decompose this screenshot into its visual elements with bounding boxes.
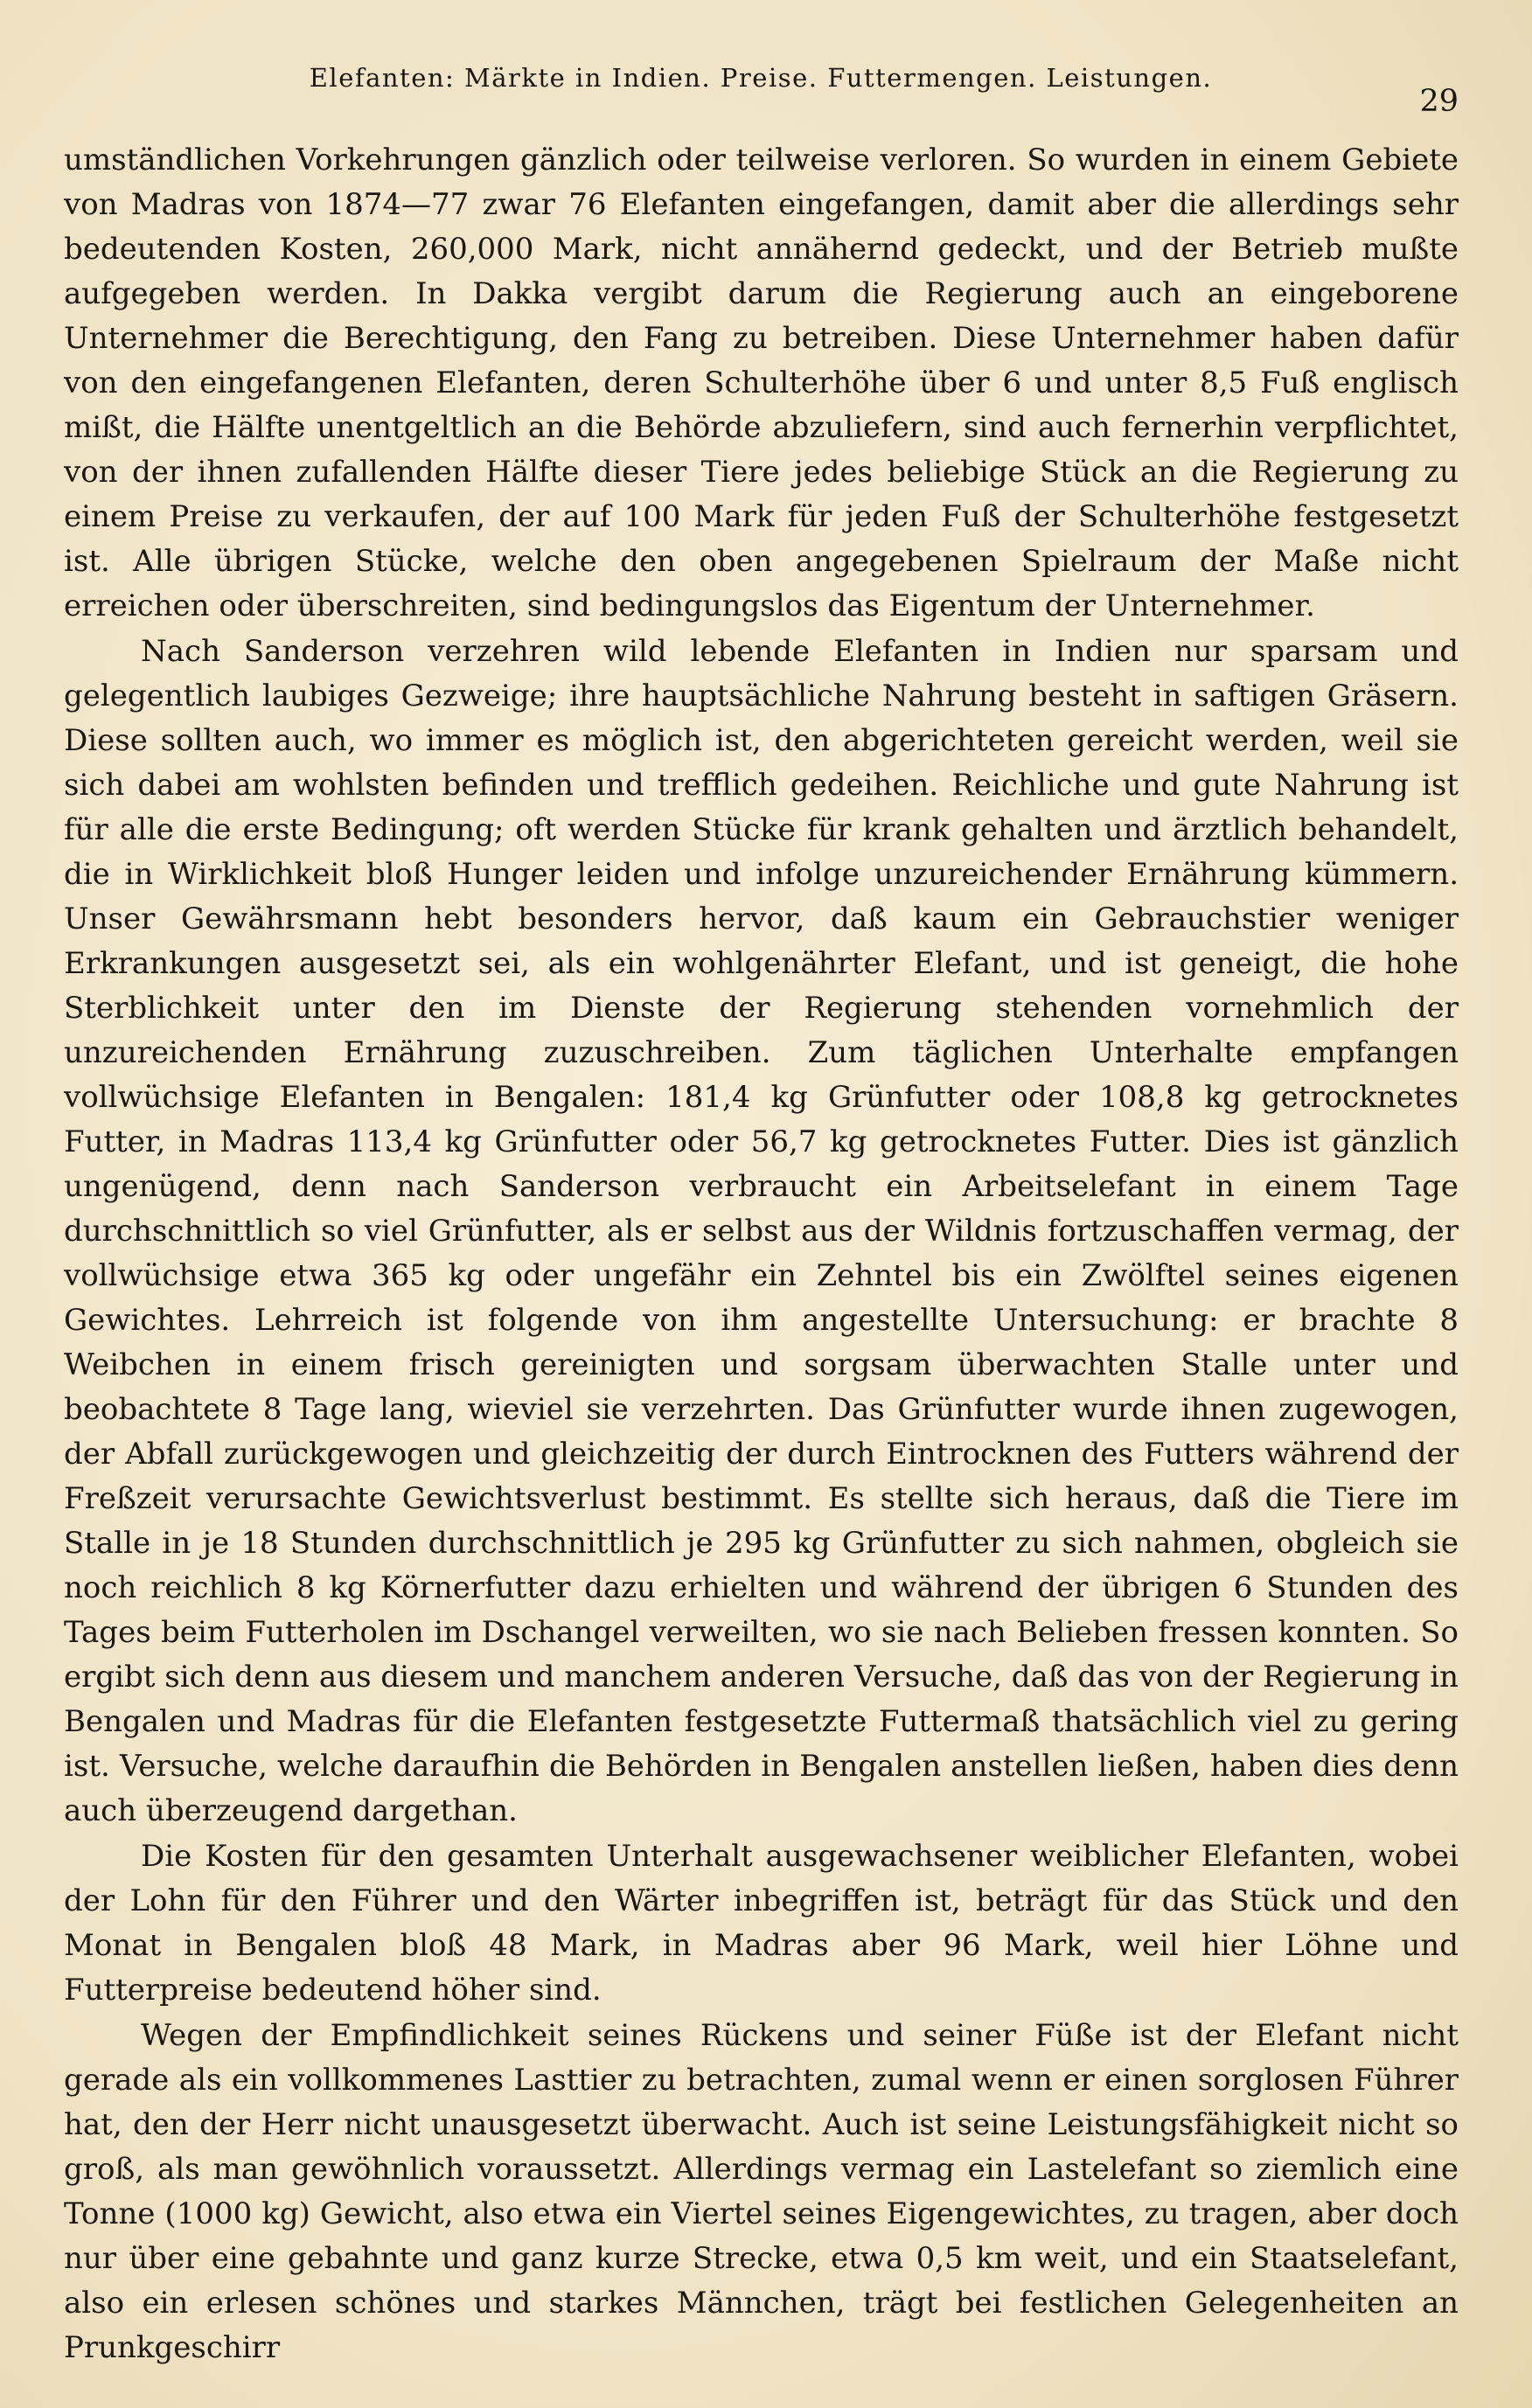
paragraph-4: Wegen der Empfindlichkeit seines Rückens und seiner Füße ist der Elefant nicht gerade als ein vollkommenes Lasttier zu betrachten, zumal wenn er einen sorglosen Führer hat, den der Herr nicht unausgesetzt überwacht. Auch ist seine Leistungsfähigkeit nicht so groß, als man gewöhnlich voraussetzt. Allerdings vermag ein Lastelefant so ziemlich eine Tonne (1000 kg) Gewicht, also etwa ein Viertel seines Eigengewichtes, zu tragen, aber doch nur über eine gebahnte und ganz kurze Strecke, etwa 0,5 km weit, und ein Staatselefant, also ein erlesen schönes und starkes Männchen, trägt bei festlichen Gelegenheiten an Prunkgeschirr — [64, 2018, 1459, 2365]
body-text — [64, 138, 1459, 2371]
running-title: Elefanten: Märkte in Indien. Preise. Futtermengen. Leistungen. — [309, 63, 1213, 93]
page-number: 29 — [1419, 84, 1459, 119]
paragraph-2: Nach Sanderson verzehren wild lebende Elefanten in Indien nur sparsam und gelegentlich laubiges Gezweige; ihre hauptsächliche Nahrung besteht in saftigen Gräsern. Diese sollten auch, wo immer es möglich ist, den abgerichteten gereicht werden, weil sie sich dabei am wohlsten befinden und trefflich gedeihen. Reichliche und gute Nahrung ist für alle die erste Bedingung; oft werden Stücke für krank gehalten und ärztlich behandelt, die in Wirklichkeit bloß Hunger leiden und infolge unzureichender Ernährung kümmern. Unser Gewährsmann hebt besonders hervor, daß kaum ein Gebrauchstier weniger Erkrankungen ausgesetzt sei, als ein wohlgenährter Elefant, und ist geneigt, die hohe Sterblichkeit unter den im Dienste der Regierung stehenden vornehmlich der unzureichenden Ernährung zuzuschreiben. Zum täglichen Unterhalte empfangen vollwüchsige Elefanten in Bengalen: 181,4 kg Grünfutter oder 108,8 kg getrocknetes Futter, in Madras 113,4 kg Grünfutter oder 56,7 kg getrocknetes Futter. Dies ist gänzlich ungenügend, denn nach Sanderson verbraucht ein Arbeitselefant in einem Tage durchschnittlich so viel Grünfutter, als er selbst aus der Wildnis fortzuschaffen vermag, der vollwüchsige etwa 365 kg oder ungefähr ein Zehntel bis ein Zwölftel seines eigenen Gewichtes. Lehrreich ist folgende von ihm angestellte Untersuchung: er brachte 8 Weibchen in einem frisch gereinigten und sorgsam überwachten Stalle unter und beobachtete 8 Tage lang, wieviel sie verzehrten. Das Grünfutter wurde ihnen zugewogen, der Abfall zurückgewogen und gleichzeitig der durch Eintrocknen des Futters während der Freßzeit verursachte Gewichtsverlust bestimmt. Es stellte sich heraus, daß die Tiere im Stalle in je 18 Stunden durchschnittlich je 295 kg Grünfutter zu sich nahmen, obgleich sie noch reichlich 8 kg Körnerfutter dazu erhielten und während der übrigen 6 Stunden des Tages beim Futterholen im Dschangel verweilten, wo sie nach Belieben fressen konnten. So ergibt sich denn aus diesem und manchem anderen Versuche, daß das von der Regierung in Bengalen und Madras für die Elefanten festgesetzte Futtermaß thatsächlich viel zu gering ist. Versuche, welche daraufhin die Behörden in Bengalen anstellen ließen, haben dies denn auch überzeugend dargethan. — [64, 634, 1459, 1828]
paragraph-3: Die Kosten für den gesamten Unterhalt ausgewachsener weiblicher Elefanten, wobei der Lohn für den Führer und den Wärter inbegriffen ist, beträgt für das Stück und den Monat in Bengalen bloß 48 Mark, in Madras aber 96 Mark, weil hier Löhne und Futterpreise bedeutend höher sind. — [64, 1839, 1459, 2008]
paragraph-1: umständlichen Vorkehrungen gänzlich oder teilweise verloren. So wurden in einem Gebiete von Madras von 1874—77 zwar 76 Elefanten eingefangen, damit aber die allerdings sehr bedeutenden Kosten, 260,000 Mark, nicht annähernd gedeckt, und der Betrieb mußte aufgegeben werden. In Dakka vergibt darum die Regierung auch an eingeborene Unternehmer die Berechtigung, den Fang zu betreiben. Diese Unternehmer haben dafür von den eingefangenen Elefanten, deren Schulterhöhe über 6 und unter 8,5 Fuß englisch mißt, die Hälfte unentgeltlich an die Behörde abzuliefern, sind auch fernerhin verpflichtet, von der ihnen zufallenden Hälfte dieser Tiere jedes beliebige Stück an die Regierung zu einem Preise zu verkaufen, der auf 100 Mark für jeden Fuß der Schulterhöhe festgesetzt ist. Alle übrigen Stücke, welche den oben angegebenen Spielraum der Maße nicht erreichen oder überschreiten, sind bedingungslos das Eigentum der Unternehmer. — [64, 143, 1459, 623]
